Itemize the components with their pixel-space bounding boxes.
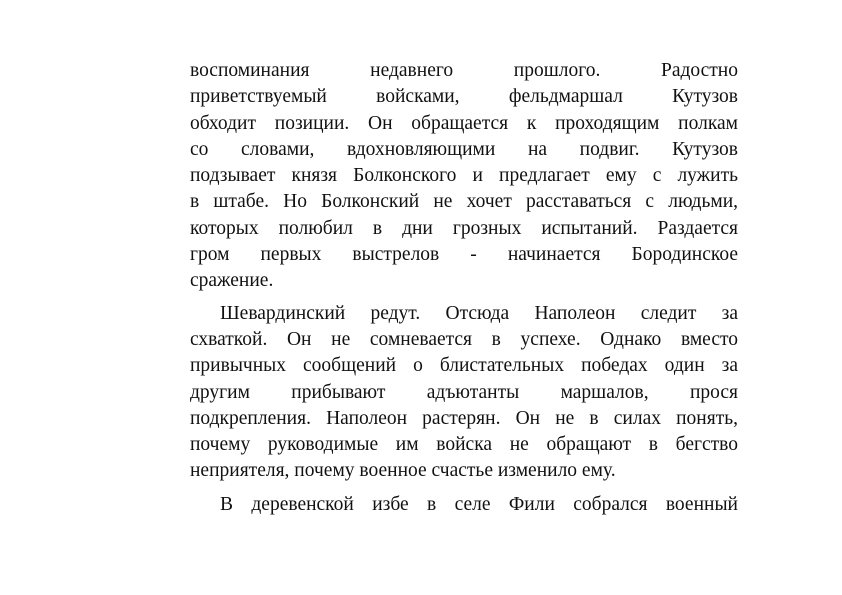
text-line: со словами, вдохновляющими на подвиг. Кутузов — [190, 138, 738, 160]
document-body — [190, 58, 738, 518]
text-line: Шевардинский редут. Отсюда Наполеон следит за — [220, 302, 738, 324]
text-line: В деревенской избе в селе Фили собрался военный — [220, 493, 738, 515]
text-line: обходит позиции. Он обращается к проходящим полкам — [190, 112, 738, 134]
text-line: неприятеля, почему военное счастье изменило ему. — [190, 460, 616, 482]
text-line: в штабе. Но Болконский не хочет расставаться с людьми, — [190, 191, 738, 213]
text-line: привычных сообщений о блистательных победах один за — [190, 355, 738, 377]
paragraph-napoleon — [190, 301, 738, 485]
text-line: почему руководимые им войска не обращают в бегство — [190, 434, 738, 456]
text-line: воспоминания недавнего прошлого. Радостно — [190, 60, 738, 81]
text-line: которых полюбил в дни грозных испытаний. Раздается — [190, 217, 738, 239]
text-line: схваткой. Он не сомневается в успехе. Однако вместо — [190, 328, 738, 350]
text-line: приветствуемый войсками, фельдмаршал Кутузов — [190, 86, 738, 108]
paragraph-fili — [190, 492, 738, 518]
text-line: другим прибывают адъютанты маршалов, прося — [190, 381, 738, 403]
text-line: сражение. — [190, 270, 274, 292]
text-line: подзывает князя Болконского и предлагает ему с лужить — [190, 165, 738, 187]
paragraph-kutuzov — [190, 58, 738, 295]
text-line: подкрепления. Наполеон растерян. Он не в силах понять, — [190, 407, 738, 429]
text-line: гром первых выстрелов - начинается Бородинское — [190, 244, 738, 266]
